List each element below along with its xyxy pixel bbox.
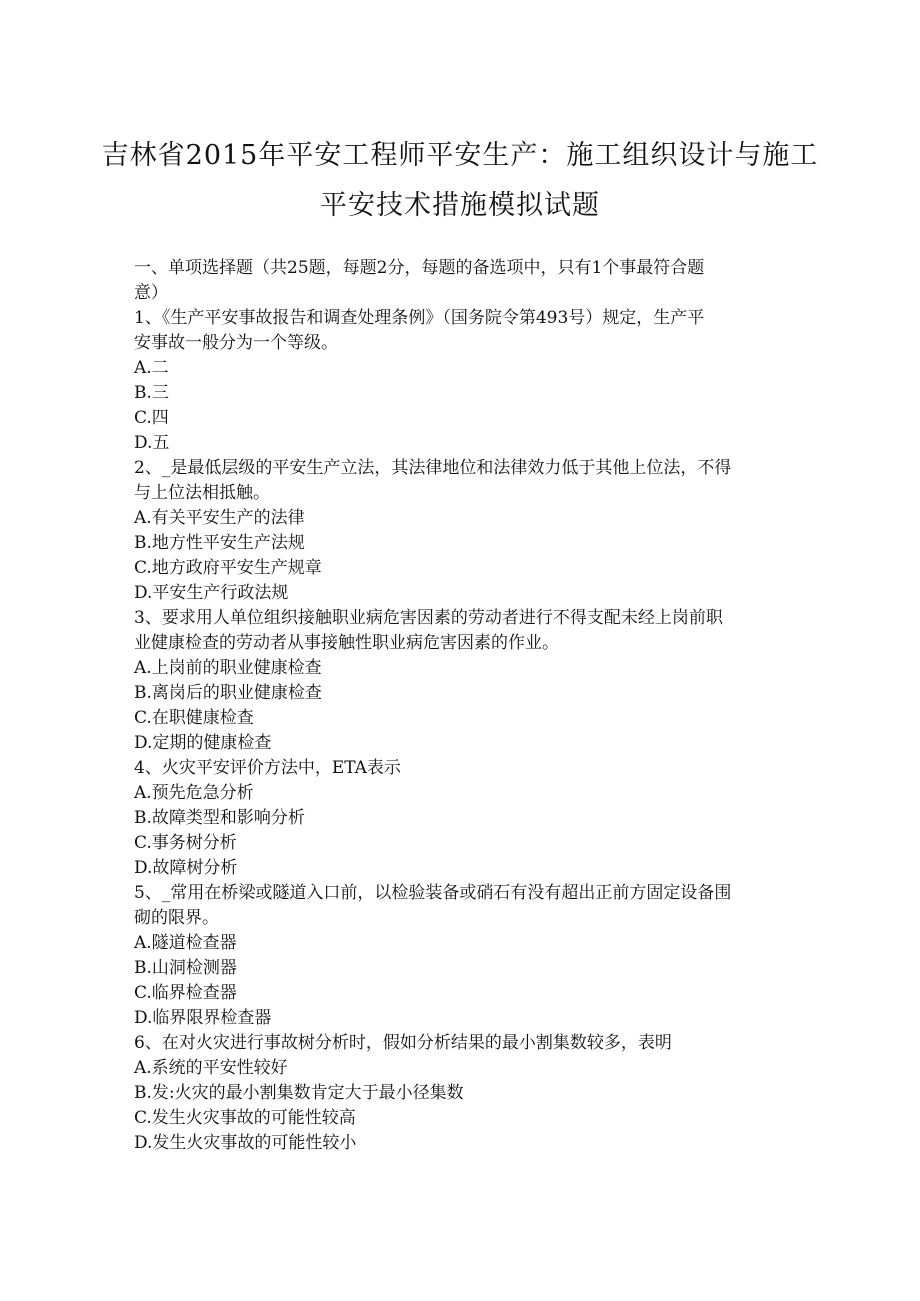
question-stem-line: 6、在对火灾进行事故树分析时，假如分析结果的最小割集数较多，表明: [134, 1033, 672, 1053]
answer-option: B.三: [134, 383, 169, 403]
question-stem-line: 安事故一般分为一个等级。: [134, 333, 338, 353]
answer-option: A.二: [134, 358, 169, 378]
question-stem-line: 4、火灾平安评价方法中，ETA表示: [134, 758, 401, 778]
answer-option: D.五: [134, 433, 170, 453]
answer-option: B.故障类型和影响分析: [134, 808, 305, 828]
answer-option: B.山洞检测器: [134, 958, 237, 978]
question-stem-line: 2、_是最低层级的平安生产立法，其法律地位和法律效力低于其他上位法，不得: [134, 458, 732, 478]
answer-option: A.有关平安生产的法律: [134, 508, 305, 528]
answer-option: D.临界限界检查器: [134, 1008, 272, 1028]
answer-option: B.发:火灾的最小割集数肯定大于最小径集数: [134, 1083, 464, 1103]
answer-option: D.平安生产行政法规: [134, 583, 289, 603]
question-item: [134, 1031, 794, 1156]
answer-option: C.地方政府平安生产规章: [134, 558, 322, 578]
question-stem-line: 业健康检查的劳动者从事接触性职业病危害因素的作业。: [134, 633, 559, 653]
question-item: [134, 881, 794, 1031]
answer-option: C.事务树分析: [134, 833, 237, 853]
question-item: [134, 306, 794, 456]
question-stem-line: 1、《生产平安事故报告和调查处理条例》（国务院令第493号）规定，生产平: [134, 308, 705, 328]
document-title-line-2: 平安技术措施模拟试题: [320, 190, 600, 221]
answer-option: B.地方性平安生产法规: [134, 533, 305, 553]
section-heading-line-2: 意）: [134, 283, 168, 303]
answer-option: A.隧道检查器: [134, 933, 237, 953]
question-stem-line: 砌的限界。: [134, 908, 219, 928]
answer-option: A.预先危急分析: [134, 783, 254, 803]
answer-option: B.离岗后的职业健康检查: [134, 683, 322, 703]
question-item: [134, 756, 794, 881]
answer-option: D.定期的健康检查: [134, 733, 272, 753]
question-list: [134, 306, 794, 1156]
answer-option: C.在职健康检查: [134, 708, 254, 728]
answer-option: C.四: [134, 408, 169, 428]
answer-option: D.发生火灾事故的可能性较小: [134, 1133, 357, 1153]
answer-option: C.发生火灾事故的可能性较高: [134, 1108, 356, 1128]
answer-option: A.系统的平安性较好: [134, 1058, 288, 1078]
question-item: [134, 456, 794, 606]
question-stem-line: 3、要求用人单位组织接触职业病危害因素的劳动者进行不得支配未经上岗前职: [134, 608, 723, 628]
answer-option: A.上岗前的职业健康检查: [134, 658, 322, 678]
document-title-line-1: 吉林省2015年平安工程师平安生产：施工组织设计与施工: [101, 140, 819, 171]
question-stem-line: 5、_常用在桥梁或隧道入口前，以检验装备或硝石有没有超出正前方固定设备围: [134, 883, 732, 903]
section-heading-line-1: 一、单项选择题（共25题，每题2分，每题的备选项中，只有1个事最符合题: [134, 258, 705, 278]
question-item: [134, 606, 794, 756]
answer-option: D.故障树分析: [134, 858, 238, 878]
document-body: [134, 256, 794, 1156]
answer-option: C.临界检查器: [134, 983, 237, 1003]
question-stem-line: 与上位法相抵触。: [134, 483, 270, 503]
